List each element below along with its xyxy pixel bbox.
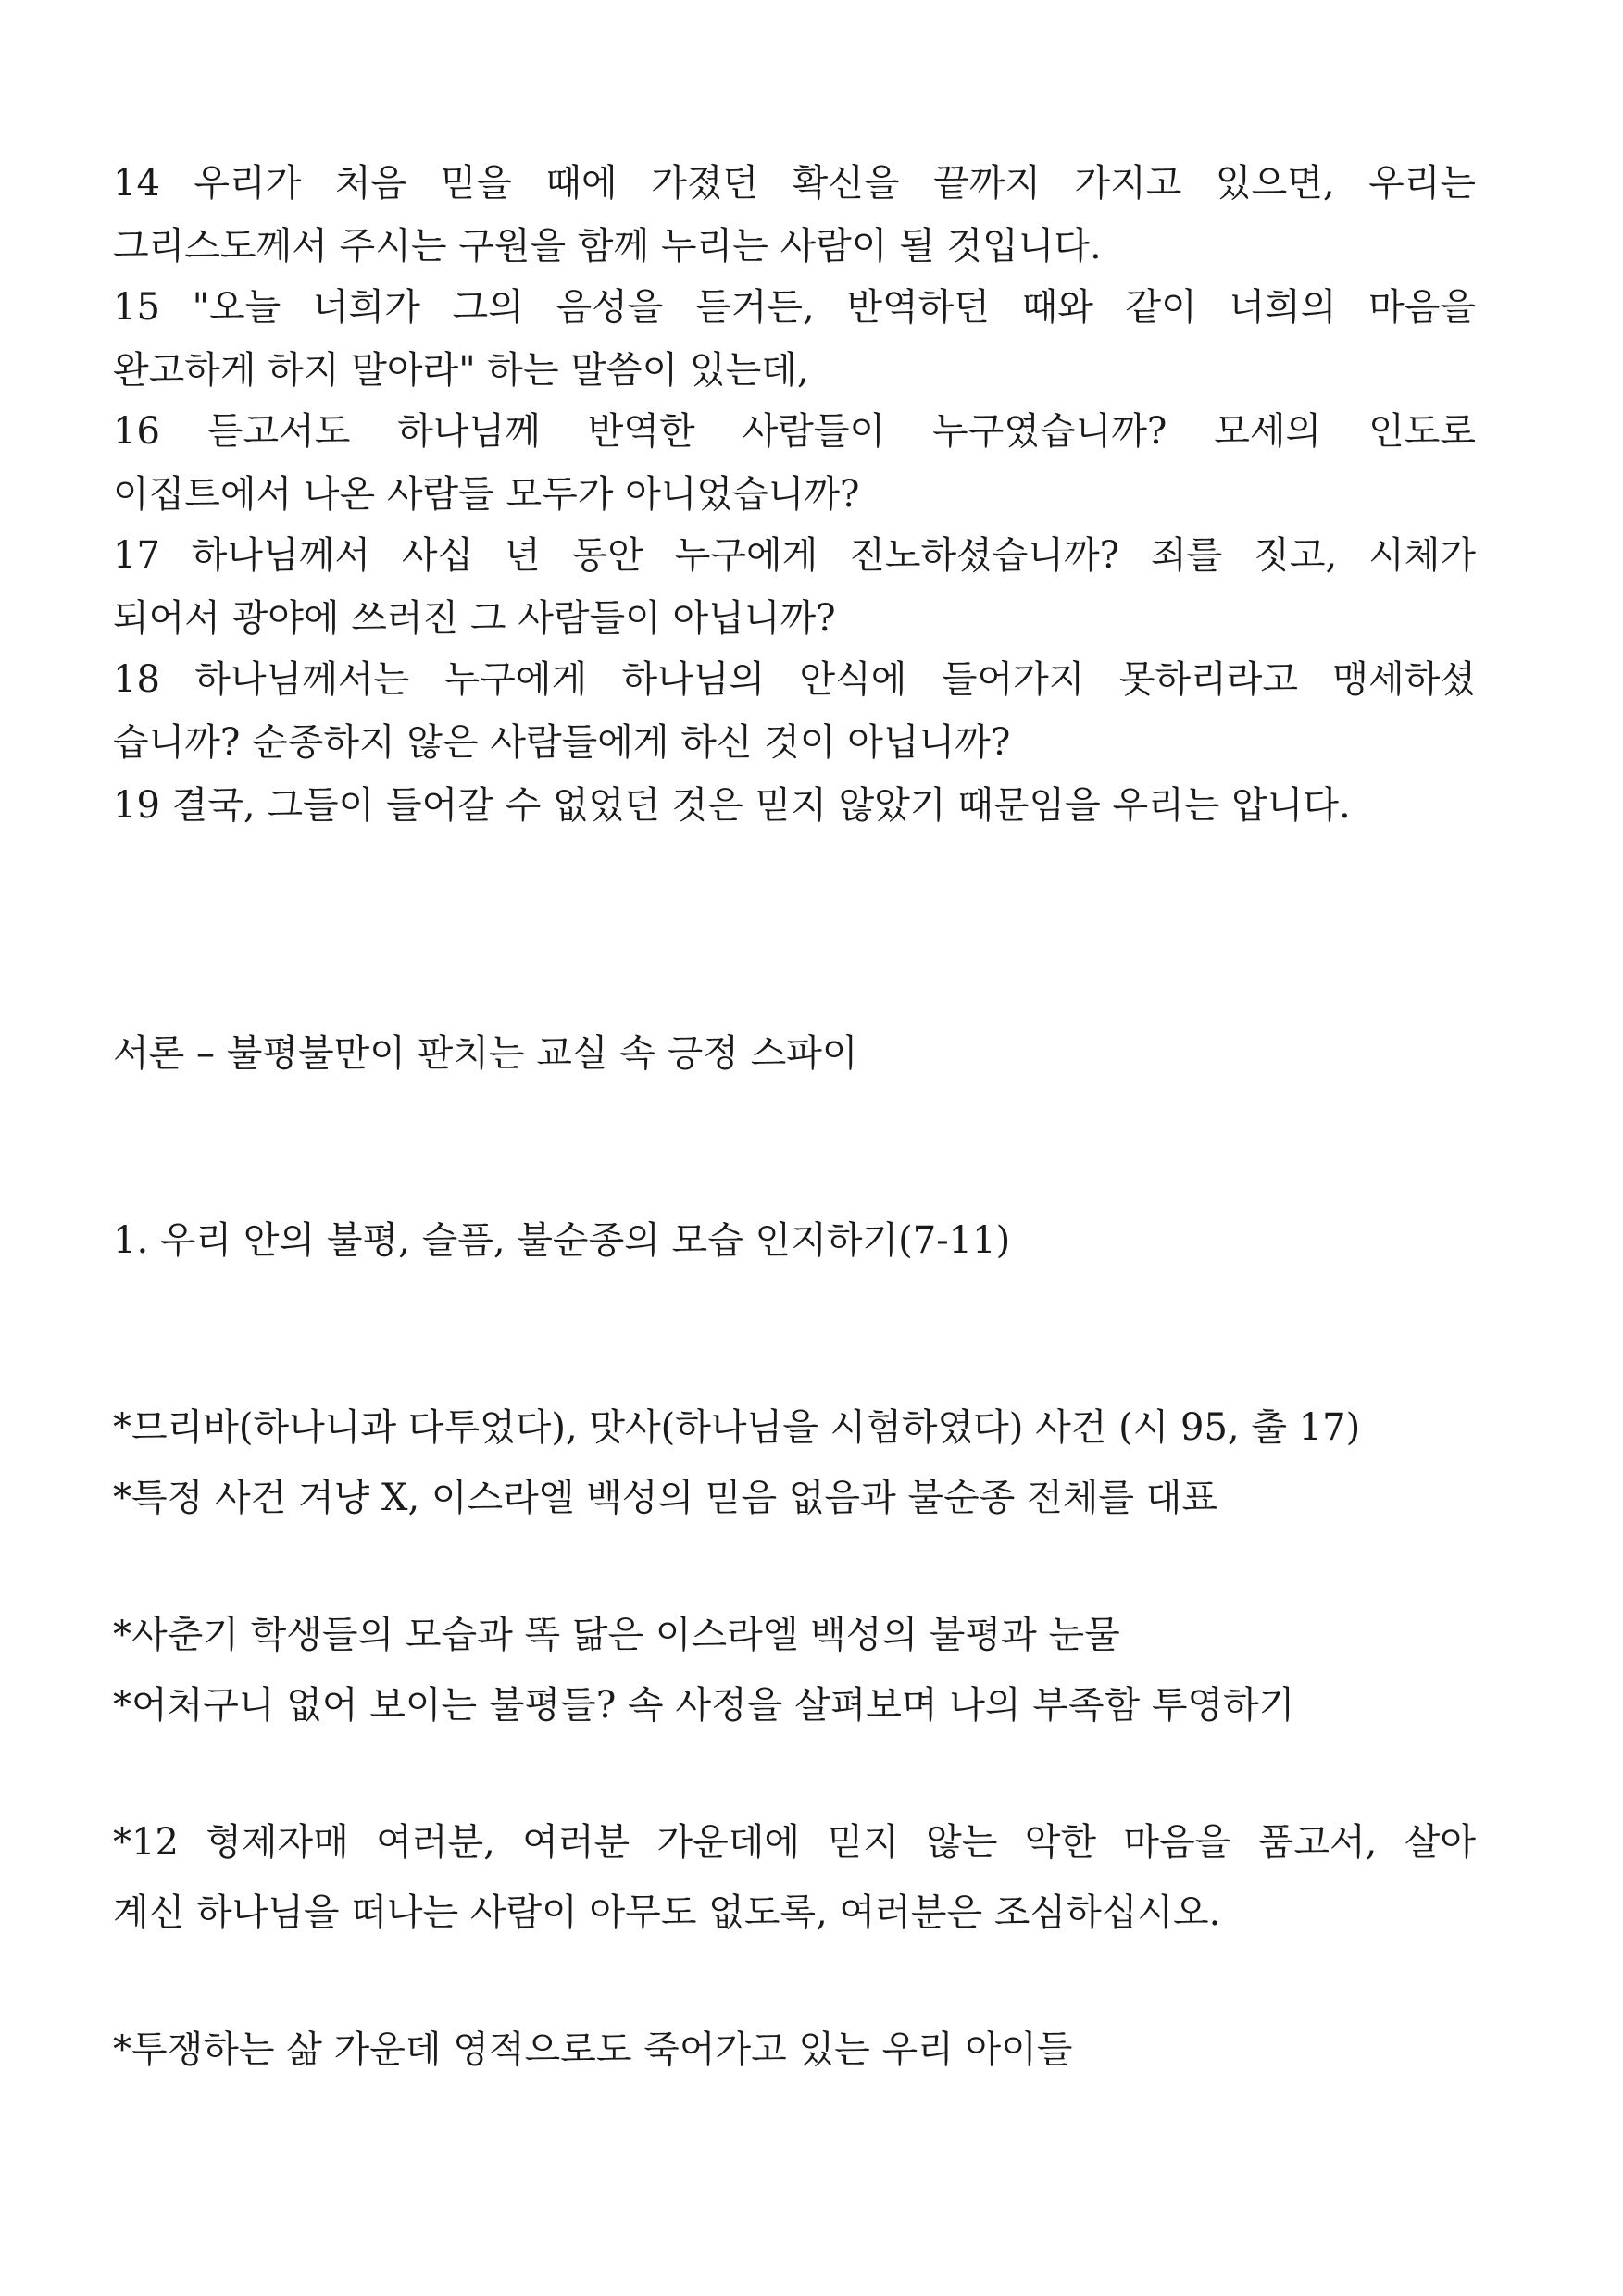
note-meribah: *므리바(하나니과 다투었다), 맛사(하나님을 시험하였다) 사건 (시 95, 출 17) [113,1406,1361,1449]
verse-14-line-1: 14 우리가 처음 믿을 때에 가졌던 확신을 끝까지 가지고 있으면, 우리는 [113,162,1476,205]
verse-17-line-1: 17 하나님께서 사십 년 동안 누구에게 진노하셨습니까? 죄를 짓고, 시체가 [113,534,1476,577]
intro-heading: 서론 – 불평불만이 판치는 교실 속 긍정 스파이 [113,1032,858,1075]
verse-18-line-2: 습니까? 순종하지 않은 사람들에게 하신 것이 아닙니까? [113,721,1011,764]
verse-14-line-2: 그리스도께서 주시는 구원을 함께 누리는 사람이 될 것입니다. [113,225,1102,268]
note-complaints: *어처구니 없어 보이는 불평들? 속 사정을 살펴보며 나의 부족함 투영하기 [113,1684,1295,1727]
verse-16-line-1: 16 듣고서도 하나님께 반역한 사람들이 누구였습니까? 모세의 인도로 [113,410,1476,453]
section-1-heading: 1. 우리 안의 불평, 슬픔, 불순종의 모습 인지하기(7-11) [113,1219,1011,1262]
verse-19-line-1: 19 결국, 그들이 들어갈 수 없었던 것은 믿지 않았기 때문임을 우리는 압니다. [113,784,1351,827]
note-teen: *사춘기 학생들의 모습과 똑 닮은 이스라엘 백성의 불평과 눈물 [113,1614,1120,1656]
verse-18-line-1: 18 하나님께서는 누구에게 하나님의 안식에 들어가지 못하리라고 맹세하셨 [113,658,1476,701]
note-verse-12-line-2: 계신 하나님을 떠나는 사람이 아무도 없도록, 여러분은 조심하십시오. [113,1891,1221,1934]
verse-15-line-2: 완고하게 하지 말아라" 하는 말씀이 있는데, [113,349,809,392]
note-children: *투쟁하는 삶 가운데 영적으로도 죽어가고 있는 우리 아이들 [113,2028,1073,2071]
verse-17-line-2: 되어서 광야에 쓰러진 그 사람들이 아닙니까? [113,597,836,640]
note-verse-12-line-1: *12 형제자매 여러분, 여러분 가운데에 믿지 않는 악한 마음을 품고서, 살아 [113,1821,1476,1864]
verse-15-line-1: 15 "오늘 너희가 그의 음성을 듣거든, 반역하던 때와 같이 너희의 마음을 [113,286,1476,329]
note-not-specific: *특정 사건 겨냥 X, 이스라엘 백성의 믿음 없음과 불순종 전체를 대표 [113,1477,1217,1519]
verse-16-line-2: 이집트에서 나온 사람들 모두가 아니었습니까? [113,473,860,516]
